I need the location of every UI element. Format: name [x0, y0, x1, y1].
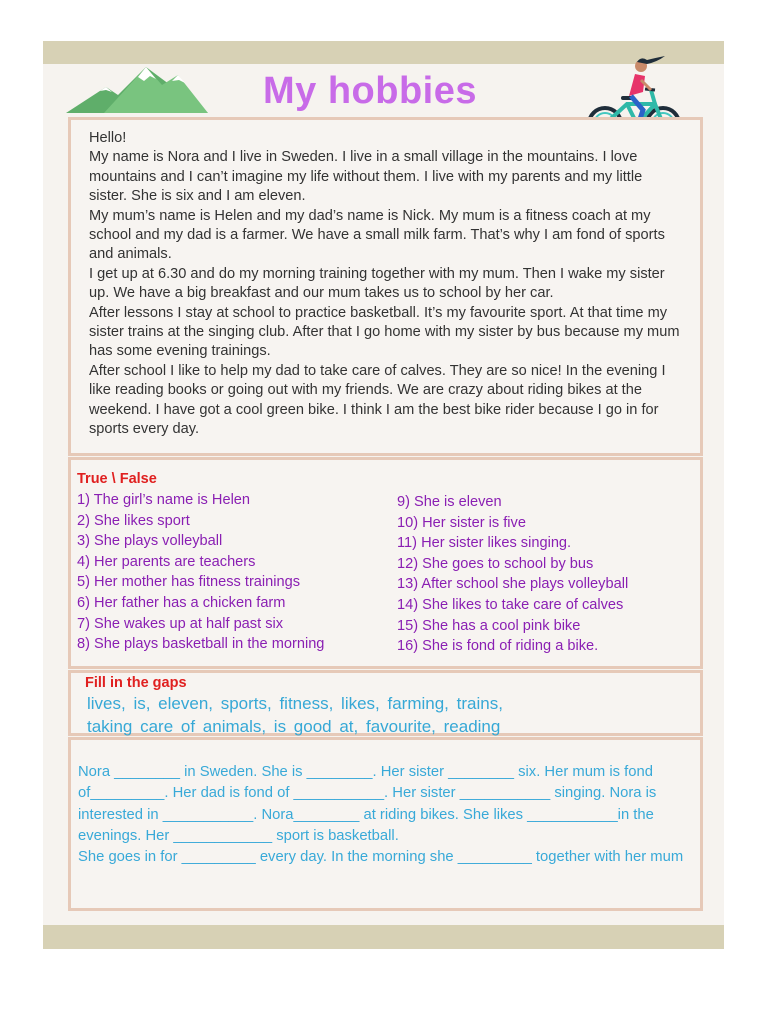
- statement-item: 16) She is fond of riding a bike.: [397, 638, 599, 655]
- word-bank-box: [68, 670, 703, 736]
- statement-item: 15) She has a cool pink bike: [397, 617, 581, 634]
- statement-item: 10) Her sister is five: [397, 514, 526, 531]
- statement-item: 9) She is eleven: [397, 494, 502, 510]
- word-bank-line: lives, is, eleven, sports, fitness, likes, farming, trains,: [87, 694, 503, 713]
- statement-item: 14) She likes to take care of calves: [397, 596, 624, 613]
- statement-item: 5) Her mother has fitness trainings: [77, 574, 301, 591]
- statements-right: [397, 492, 628, 657]
- story-paragraph: I get up at 6.30 and do my morning training together with my mum. Then I wake my sister up. We have a big breakfast and our mum takes us to school by her car.: [89, 265, 665, 302]
- story-paragraph: After lessons I stay at school to practice basketball. It’s my favourite sport. At that time my sister trains at the singing club. After that I go home with my sister by bus because my mum has some evening trainings.: [89, 304, 680, 360]
- statement-item: 11) Her sister likes singing.: [397, 535, 572, 552]
- statement-item: 2) She likes sport: [77, 512, 190, 529]
- statement-item: 7) She wakes up at half past six: [77, 615, 284, 632]
- true-false-box: [68, 457, 703, 669]
- story-paragraph: My mum’s name is Helen and my dad’s name is Nick. My mum is a fitness coach at my school and my dad is a farmer. We have a small milk farm. That’s why I am fond of sports and animals.: [89, 207, 665, 263]
- page-title: My hobbies: [262, 70, 478, 112]
- statement-item: 4) Her parents are teachers: [77, 553, 256, 570]
- gap-paragraph: Nora ________ in Sweden. She is ________. Her sister ________ six. Her mum is fond of_________. Her dad is fond of ___________. Her sister ___________ singing. Nora is interested in ___________. Nora________ at riding bikes. She likes ___________in the evenings. Her ____________ sport is basketball.: [78, 764, 657, 844]
- true-false-heading: True \ False: [77, 471, 157, 487]
- gap-text-box: [68, 737, 703, 911]
- statement-item: 12) She goes to school by bus: [397, 555, 594, 572]
- gap-paragraph: She goes in for _________ every day. In the morning she _________ together with her mum: [78, 849, 684, 866]
- statements-left: [77, 490, 324, 655]
- statement-item: 1) The girl’s name is Helen: [77, 492, 251, 508]
- story-paragraph: My name is Nora and I live in Sweden. I live in a small village in the mountains. I love mountains and I can’t imagine my life without them. I live with my parents and my little sister. She is six and I am eleven.: [89, 149, 643, 205]
- story-box: [68, 117, 703, 456]
- story-paragraph: Hello!: [89, 130, 127, 146]
- mountains-icon: [66, 65, 208, 115]
- fill-gaps-heading: Fill in the gaps: [85, 675, 187, 691]
- statement-item: 6) Her father has a chicken farm: [77, 594, 286, 611]
- statement-item: 3) She plays volleyball: [77, 533, 223, 550]
- bottom-band: [43, 925, 724, 949]
- statement-item: 8) She plays basketball in the morning: [77, 636, 325, 653]
- story-paragraph: After school I like to help my dad to take care of calves. They are so nice! In the evening I like reading books or going out with my friends. We are crazy about riding bikes at the weekend. I have got a cool green bike. I think I am the best bike rider because I go in for sports every day.: [89, 362, 666, 438]
- word-bank-line: taking care of animals, is good at, favourite, reading: [87, 717, 501, 736]
- statement-item: 13) After school she plays volleyball: [397, 576, 629, 593]
